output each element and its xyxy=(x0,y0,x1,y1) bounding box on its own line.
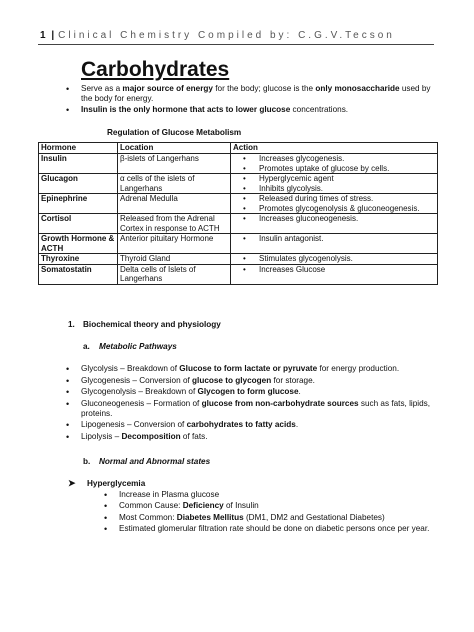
subsection-heading xyxy=(83,342,177,351)
list-item xyxy=(81,364,446,374)
bold-segment: major source of energy xyxy=(122,84,213,93)
list-item xyxy=(119,501,439,511)
text-segment: such as fats, lipids, proteins. xyxy=(81,398,431,418)
column-header-action: Action xyxy=(231,143,438,154)
action-cell xyxy=(231,254,438,265)
text-segment: of Insulin xyxy=(223,501,259,511)
column-header-location: Location xyxy=(118,143,231,154)
location-cell: Delta cells of Islets of Langerhans xyxy=(118,264,231,284)
text-segment: Lipolysis – xyxy=(81,431,122,441)
action-item: • Promotes glycogenolysis & gluconeogenesis. xyxy=(259,204,435,214)
pathway-list xyxy=(81,364,446,444)
action-item: • Released during times of stress. xyxy=(259,194,435,204)
table-header-row xyxy=(39,143,438,154)
location-cell: α cells of the islets of Langerhans xyxy=(118,174,231,194)
action-cell xyxy=(231,264,438,284)
action-item: • Inhibits glycolysis. xyxy=(259,184,435,194)
header-separator: | xyxy=(51,30,55,41)
table-row xyxy=(39,174,438,194)
hormone-cell: Epinephrine xyxy=(39,194,118,214)
list-item xyxy=(81,399,446,419)
location-cell: Released from the Adrenal Cortex in response to ACTH xyxy=(118,214,231,234)
text-segment: for energy production. xyxy=(317,364,400,373)
action-item: • Increases Glucose xyxy=(259,265,435,275)
hormone-cell: Thyroxine xyxy=(39,254,118,265)
section-number: 1. xyxy=(68,320,75,329)
bold-segment: only monosaccharide xyxy=(315,84,400,93)
text-segment: Lipogenesis – Conversion of xyxy=(81,420,187,430)
intro-bullet xyxy=(81,105,441,115)
text-segment: Serve as a xyxy=(81,84,123,93)
bold-segment: Glucose to form lactate or pyruvate xyxy=(179,364,318,373)
location-cell: Anterior pituitary Hormone xyxy=(118,234,231,254)
list-item xyxy=(81,387,446,397)
action-item: • Insulin antagonist. xyxy=(259,234,435,244)
hormone-cell: Glucagon xyxy=(39,174,118,194)
table-row xyxy=(39,264,438,284)
subsection-title: Normal and Abnormal states xyxy=(99,457,211,466)
action-cell xyxy=(231,154,438,174)
action-item: • Promotes uptake of glucose by cells. xyxy=(259,164,435,174)
location-cell: Adrenal Medulla xyxy=(118,194,231,214)
text-segment: Gluconeogenesis – Formation of xyxy=(81,398,202,408)
text-segment: of fats. xyxy=(180,431,208,441)
action-item: • Increases glycogenesis. xyxy=(259,154,435,164)
action-cell xyxy=(231,234,438,254)
hormone-cell: Growth Hormone & ACTH xyxy=(39,234,118,254)
subsection-letter: a. xyxy=(83,342,90,351)
column-header-hormone: Hormone xyxy=(39,143,118,154)
hyperglycemia-heading xyxy=(68,478,145,489)
page-number: 1 xyxy=(40,30,46,41)
hormone-cell: Somatostatin xyxy=(39,264,118,284)
glucose-regulation-table xyxy=(38,142,438,285)
table-row xyxy=(39,214,438,234)
bold-segment: Insulin is the only hormone that acts to lower glucose xyxy=(81,105,291,114)
bold-segment: carbohydrates to fatty acids xyxy=(186,420,296,430)
table-caption: Regulation of Glucose Metabolism xyxy=(107,128,242,137)
header-rule xyxy=(38,44,434,45)
page-title: Carbohydrates xyxy=(81,58,230,81)
text-segment: . xyxy=(295,420,299,430)
intro-list xyxy=(81,84,441,116)
hyperglycemia-list xyxy=(119,490,439,536)
table-row xyxy=(39,154,438,174)
hormone-cell: Cortisol xyxy=(39,214,118,234)
section-heading xyxy=(68,320,221,329)
text-segment: for the body; glucose is the xyxy=(212,84,316,93)
bold-segment: glucose to glycogen xyxy=(192,375,272,385)
bold-segment: Decomposition xyxy=(121,431,181,441)
text-segment: Glycolysis – Breakdown of xyxy=(81,364,180,373)
subsection-heading xyxy=(83,457,210,466)
list-item xyxy=(81,420,446,430)
bold-segment: Diabetes Mellitus xyxy=(176,512,244,522)
text-segment: Glycogenolysis – Breakdown of xyxy=(81,387,198,397)
location-cell: Thyroid Gland xyxy=(118,254,231,265)
text-segment: for storage. xyxy=(271,375,315,385)
text-segment: . xyxy=(298,387,301,397)
page-header xyxy=(40,30,395,41)
text-segment: (DM1, DM2 and Gestational Diabetes) xyxy=(243,512,385,522)
list-item xyxy=(119,490,439,500)
text-segment: Common Cause: xyxy=(119,501,183,511)
action-cell xyxy=(231,194,438,214)
action-cell xyxy=(231,174,438,194)
hormone-cell: Insulin xyxy=(39,154,118,174)
subsection-letter: b. xyxy=(83,457,91,466)
location-cell: β-islets of Langerhans xyxy=(118,154,231,174)
action-item: • Increases gluconeogenesis. xyxy=(259,214,435,224)
table-row xyxy=(39,254,438,265)
list-item xyxy=(119,513,439,523)
text-segment: Estimated glomerular filtration rate should be done on diabetic persons once per year. xyxy=(119,524,430,534)
action-cell xyxy=(231,214,438,234)
bold-segment: glucose from non-carbohydrate sources xyxy=(201,398,359,408)
list-item xyxy=(119,524,439,534)
text-segment: Most Common: xyxy=(119,512,177,522)
table-row xyxy=(39,194,438,214)
hyperglycemia-title: Hyperglycemia xyxy=(87,479,146,488)
bold-segment: Deficiency xyxy=(182,501,224,511)
section-title: Biochemical theory and physiology xyxy=(83,320,221,329)
table-row xyxy=(39,234,438,254)
arrow-bullet-icon: ➤ xyxy=(68,478,76,488)
bold-segment: Glycogen to form glucose xyxy=(197,387,299,397)
text-segment: Glycogenesis – Conversion of xyxy=(81,375,193,385)
text-segment: used by the body for energy. xyxy=(81,84,431,103)
subsection-title: Metabolic Pathways xyxy=(99,342,177,351)
intro-bullet xyxy=(81,84,441,104)
action-item: • Stimulates glycogenolysis. xyxy=(259,254,435,264)
list-item xyxy=(81,376,446,386)
action-item: • Hyperglycemic agent xyxy=(259,174,435,184)
header-text: Clinical Chemistry Compiled by: C.G.V.Tecson xyxy=(58,30,395,41)
text-segment: concentrations. xyxy=(290,105,349,114)
list-item xyxy=(81,432,446,442)
text-segment: Increase in Plasma glucose xyxy=(119,490,220,499)
